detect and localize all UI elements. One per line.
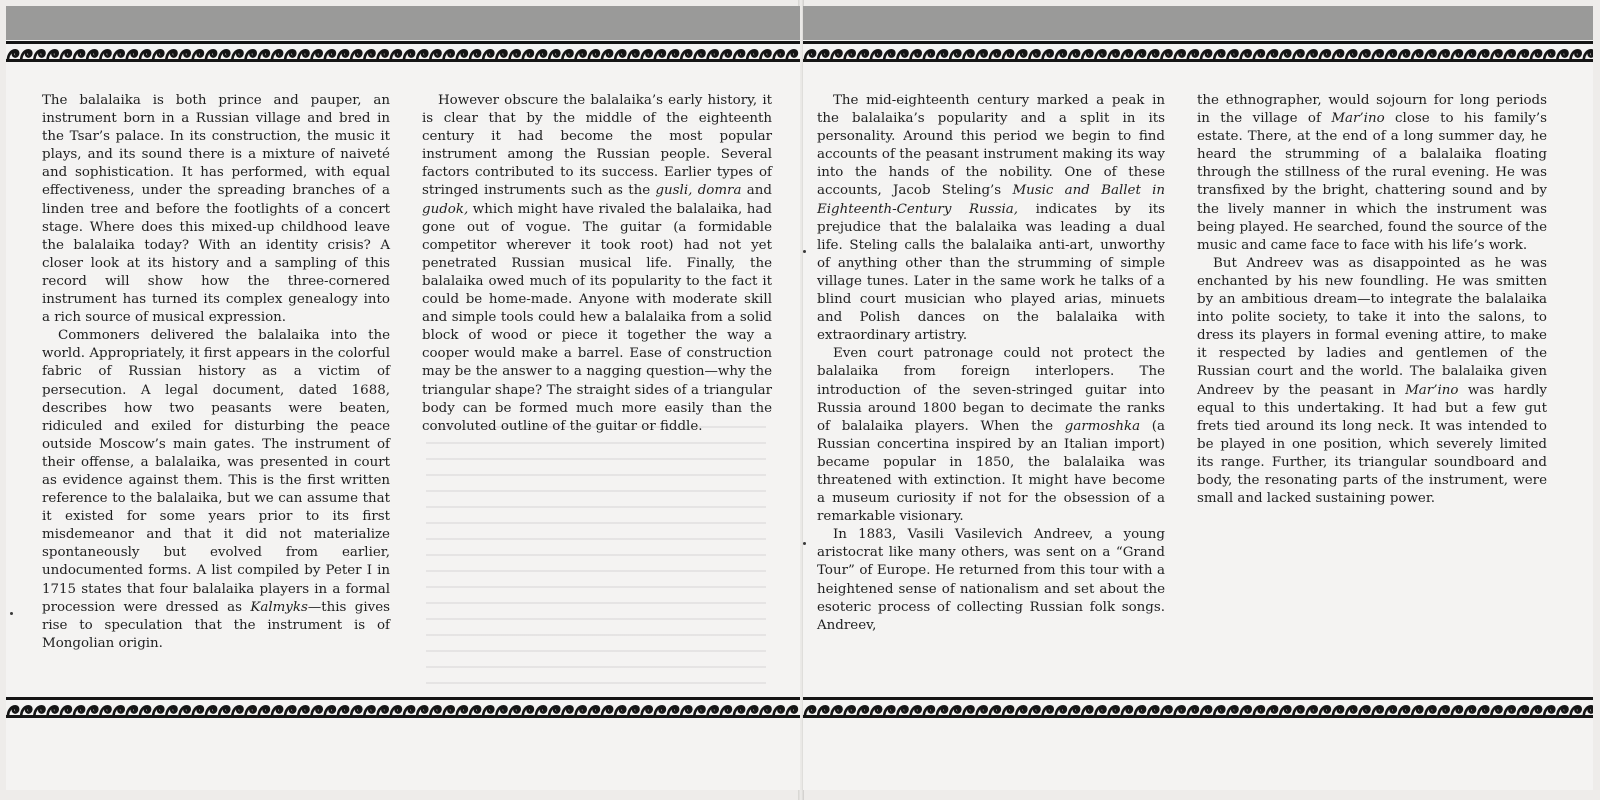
scroll-curl	[1082, 706, 1092, 715]
scroll-curl	[576, 50, 586, 59]
scroll-curl	[444, 706, 454, 715]
scroll-curl	[1439, 50, 1449, 59]
scroll-curl	[747, 50, 757, 59]
scroll-curl	[589, 706, 599, 715]
scroll-curl	[325, 50, 335, 59]
scroll-curl	[1201, 50, 1211, 59]
scroll-curl	[1095, 50, 1105, 59]
scroll-curl	[470, 706, 480, 715]
scroll-curl	[1307, 50, 1317, 59]
scroll-curl	[990, 50, 1000, 59]
scroll-curl	[74, 706, 84, 715]
scroll-curl	[1188, 706, 1198, 715]
scroll-curl	[1333, 706, 1343, 715]
scroll-curl	[694, 706, 704, 715]
scroll-curl	[100, 706, 110, 715]
scroll-curl	[950, 50, 960, 59]
italic-text: gudok,	[422, 201, 469, 217]
scroll-curl	[562, 706, 572, 715]
scroll-curl	[1478, 50, 1488, 59]
text-run: close to his family’s estate. There, at the end of a long summer day, he heard the strumming of a balalaika floating through the stillness of the rural evening. He was transfixed by the bright, chattering sound and by the lively manner in which the instrument was being played. He searched, found the source of the music and came face to face with his life’s work.	[1197, 111, 1547, 253]
scroll-curl	[391, 706, 401, 715]
text-run: In 1883, Vasili Vasilevich Andreev, a young aristocrat like many others, was sent on a “Grand Tour” of Europe. He returned from this tour with a heightened sense of nationalism and set about the esoteric process of collecting Russian folk songs. Andreev,	[817, 527, 1165, 633]
paragraph	[42, 92, 390, 327]
text-run: The mid-eighteenth century marked a peak in the balalaika’s popularity and a split in its personality. Around this period we begin to find accounts of the peasant instrument making its way into the hands of the nobility. One of these accounts, Jacob Steling’s	[817, 93, 1165, 199]
scroll-curl	[805, 50, 815, 59]
scroll-curl	[911, 50, 921, 59]
scroll-curl	[351, 50, 361, 59]
scroll-curl	[1359, 706, 1369, 715]
scroll-curl	[1399, 706, 1409, 715]
paragraph	[817, 92, 1165, 345]
scroll-curl	[1214, 50, 1224, 59]
scroll-curl	[457, 706, 467, 715]
scroll-curl	[1584, 50, 1593, 59]
scroll-curl	[549, 50, 559, 59]
left-page	[6, 6, 800, 790]
scroll-curl	[858, 50, 868, 59]
scroll-curl	[589, 50, 599, 59]
scroll-curl	[246, 50, 256, 59]
scroll-curl	[48, 706, 58, 715]
scroll-curl	[1003, 706, 1013, 715]
scroll-curl	[708, 706, 718, 715]
scroll-curl	[312, 50, 322, 59]
scroll-curl	[681, 706, 691, 715]
scroll-curl	[232, 706, 242, 715]
scroll-curl	[21, 706, 31, 715]
top-ornamental-border	[6, 40, 800, 64]
scroll-curl	[884, 706, 894, 715]
scroll-curl	[831, 50, 841, 59]
scroll-curl	[963, 50, 973, 59]
scroll-curl	[338, 50, 348, 59]
scroll-curl	[272, 50, 282, 59]
scroll-curl	[364, 50, 374, 59]
scroll-curl	[1241, 706, 1251, 715]
scroll-curl	[1505, 706, 1515, 715]
wave-scroll-ornament	[803, 696, 1593, 720]
top-ornamental-border	[803, 40, 1593, 64]
scroll-curl	[642, 706, 652, 715]
right-page	[803, 6, 1593, 790]
scroll-curl	[127, 50, 137, 59]
text-run: the ethnographer, would sojourn for long periods in the village of	[1197, 93, 1547, 127]
scroll-curl	[990, 706, 1000, 715]
scroll-curl	[924, 50, 934, 59]
italic-text: Kalmyks	[250, 599, 308, 615]
scroll-curl	[1161, 50, 1171, 59]
scroll-curl	[1307, 706, 1317, 715]
scroll-curl	[963, 706, 973, 715]
scroll-curl	[61, 50, 71, 59]
scroll-curl	[937, 50, 947, 59]
scroll-curl	[831, 706, 841, 715]
scroll-curl	[404, 706, 414, 715]
scroll-curl	[259, 50, 269, 59]
scroll-curl	[8, 706, 18, 715]
paragraph	[1197, 92, 1547, 255]
right-page-column-2	[1197, 92, 1547, 508]
scroll-curl	[1531, 706, 1541, 715]
scroll-curl	[747, 706, 757, 715]
paragraph	[422, 92, 772, 436]
scroll-curl	[1386, 50, 1396, 59]
top-gray-band	[6, 6, 800, 40]
paragraph	[1197, 255, 1547, 508]
scroll-curl	[845, 706, 855, 715]
scroll-curl	[977, 706, 987, 715]
scroll-curl	[140, 706, 150, 715]
scroll-curl	[884, 50, 894, 59]
scroll-curl	[140, 50, 150, 59]
italic-text: Mar’ino	[1405, 382, 1459, 398]
scroll-curl	[774, 706, 784, 715]
scroll-curl	[206, 706, 216, 715]
scroll-curl	[523, 706, 533, 715]
scroll-curl	[911, 706, 921, 715]
scroll-curl	[1280, 706, 1290, 715]
scroll-curl	[576, 706, 586, 715]
scroll-curl	[298, 50, 308, 59]
scroll-curl	[562, 50, 572, 59]
scroll-curl	[1056, 50, 1066, 59]
scroll-curl	[1452, 706, 1462, 715]
scroll-curl	[774, 50, 784, 59]
scroll-curl	[721, 50, 731, 59]
scroll-curl	[871, 706, 881, 715]
italic-text: Mar’ino	[1331, 111, 1385, 127]
scroll-curl	[1254, 706, 1264, 715]
left-page-column-1	[42, 92, 390, 653]
scroll-curl	[1241, 50, 1251, 59]
scroll-curl	[1122, 50, 1132, 59]
scroll-curl	[655, 706, 665, 715]
scroll-curl	[760, 706, 770, 715]
scroll-curl	[523, 50, 533, 59]
scroll-curl	[180, 706, 190, 715]
scroll-curl	[153, 50, 163, 59]
scroll-curl	[721, 706, 731, 715]
text-run: But Andreev was as disappointed as he was enchanted by his new foundling. He was smitten by an ambitious dream—to integrate the balalaika into polite society, to take it into the salons, to dress its players in formal evening attire, to make it respected by ladies and gentlemen of the Russian court and the world. The balalaika given Andreev by the peasant in	[1197, 255, 1547, 398]
scroll-curl	[734, 706, 744, 715]
scroll-curl	[1267, 706, 1277, 715]
scroll-curl	[805, 706, 815, 715]
scroll-curl	[21, 50, 31, 59]
scroll-curl	[681, 50, 691, 59]
scroll-curl	[1122, 706, 1132, 715]
scroll-curl	[628, 50, 638, 59]
scroll-curl	[1201, 706, 1211, 715]
scroll-curl	[496, 50, 506, 59]
scroll-curl	[8, 50, 18, 59]
scroll-curl	[232, 50, 242, 59]
scroll-curl	[1320, 50, 1330, 59]
scroll-curl	[1254, 50, 1264, 59]
scroll-curl	[1557, 706, 1567, 715]
scroll-curl	[1452, 50, 1462, 59]
text-run: The balalaika is both prince and pauper, an instrument born in a Russian village and bred in the Tsar’s palace. In its construction, the music it plays, and its sound there is a mixture of naiveté and sophistication. It has performed, with equal effectiveness, under the spreading branches of a linden tree and before the footlights of a concert stage. Where does this mixed-up childhood leave the balalaika today? With an identity crisis? A closer look at its history and a sampling of this record will show how the three-cornered instrument has turned its complex genealogy into a rich source of musical expression.	[42, 93, 390, 326]
scroll-curl	[378, 706, 388, 715]
scroll-curl	[937, 706, 947, 715]
scroll-curl	[114, 706, 124, 715]
scroll-curl	[1333, 50, 1343, 59]
top-gray-band	[803, 6, 1593, 40]
text-run: and	[741, 183, 772, 199]
scroll-curl	[1293, 50, 1303, 59]
scroll-curl	[602, 706, 612, 715]
scroll-curl	[1518, 706, 1528, 715]
scroll-curl	[496, 706, 506, 715]
text-run: —this gives rise to speculation that the instrument is of Mongolian origin.	[42, 599, 390, 651]
scroll-curl	[760, 50, 770, 59]
scroll-curl	[1544, 706, 1554, 715]
right-page-column-1	[817, 92, 1165, 635]
staple-mark	[803, 250, 806, 253]
scroll-curl	[1095, 706, 1105, 715]
scroll-curl	[74, 50, 84, 59]
scroll-curl	[628, 706, 638, 715]
scroll-curl	[1557, 50, 1567, 59]
scroll-curl	[1491, 706, 1501, 715]
scroll-curl	[470, 50, 480, 59]
scroll-curl	[615, 50, 625, 59]
scroll-curl	[430, 50, 440, 59]
scroll-curl	[219, 50, 229, 59]
scroll-curl	[1135, 50, 1145, 59]
scroll-curl	[1478, 706, 1488, 715]
scroll-curl	[483, 50, 493, 59]
scroll-curl	[818, 706, 828, 715]
scroll-curl	[1359, 50, 1369, 59]
italic-text: Music and Ballet in Eighteenth-Century Russia,	[817, 183, 1165, 217]
scroll-curl	[1043, 706, 1053, 715]
scroll-curl	[483, 706, 493, 715]
scroll-curl	[536, 50, 546, 59]
scroll-curl	[858, 706, 868, 715]
scroll-curl	[285, 50, 295, 59]
text-run: However obscure the balalaika’s early history, it is clear that by the middle of the eighteenth century it had become the most popular instrument among the Russian people. Several factors contributed to its success. Earlier types of stringed instruments such as the	[422, 93, 772, 199]
scroll-curl	[1069, 50, 1079, 59]
scroll-curl	[510, 50, 520, 59]
text-run: which might have rivaled the balalaika, had gone out of vogue. The guitar (a formidable competitor wherever it took root) had not yet penetrated Russian musical life. Finally, the balalaika owed much of its popularity to the fact it could be home-made. Anyone with moderate skill and simple tools could hew a balalaika from a solid block of wood or piece it together the way a cooper would make a barrel. Ease of construction may be the answer to a nagging question—why the triangular shape? The straight sides of a triangular body can be formed much more easily than the convoluted outline of the guitar or fiddle.	[422, 201, 772, 434]
scroll-curl	[1571, 706, 1581, 715]
scroll-curl	[708, 50, 718, 59]
scroll-curl	[1029, 50, 1039, 59]
scroll-curl	[1346, 706, 1356, 715]
scroll-curl	[48, 50, 58, 59]
show-through-text	[426, 426, 766, 686]
scroll-curl	[1214, 706, 1224, 715]
bottom-ornamental-border	[6, 696, 800, 720]
scroll-curl	[615, 706, 625, 715]
scroll-curl	[153, 706, 163, 715]
scroll-curl	[457, 50, 467, 59]
text-run: was hardly equal to this undertaking. It had but a few gut frets tied around its long neck. It was intended to be played in one position, which severely limited its range. Further, its triangular soundboard and body, the resonating parts of the instrument, were small and lacked sustaining power.	[1197, 382, 1548, 507]
scroll-curl	[259, 706, 269, 715]
scroll-curl	[1148, 706, 1158, 715]
scroll-curl	[1109, 706, 1119, 715]
wave-scroll-ornament	[6, 40, 800, 64]
scroll-curl	[417, 706, 427, 715]
scroll-curl	[272, 706, 282, 715]
scroll-curl	[1161, 706, 1171, 715]
scroll-curl	[1399, 50, 1409, 59]
scroll-curl	[1056, 706, 1066, 715]
scroll-curl	[1148, 50, 1158, 59]
scroll-curl	[338, 706, 348, 715]
scroll-curl	[87, 706, 97, 715]
scroll-curl	[1016, 706, 1026, 715]
scroll-curl	[1280, 50, 1290, 59]
scroll-curl	[1227, 706, 1237, 715]
scroll-curl	[787, 50, 797, 59]
scroll-curl	[404, 50, 414, 59]
scroll-curl	[1518, 50, 1528, 59]
scroll-curl	[34, 50, 44, 59]
scroll-curl	[1544, 50, 1554, 59]
scroll-curl	[1412, 50, 1422, 59]
scroll-curl	[602, 50, 612, 59]
scroll-curl	[1584, 706, 1593, 715]
scroll-curl	[34, 706, 44, 715]
text-run: Even court patronage could not protect the balalaika from foreign interlopers. The introduction of the seven-stringed guitar into Russia around 1800 began to decimate the ranks of balalaika players. When the	[817, 346, 1165, 434]
scroll-curl	[351, 706, 361, 715]
staple-mark	[803, 542, 806, 545]
scroll-curl	[430, 706, 440, 715]
scroll-curl	[1425, 706, 1435, 715]
scroll-curl	[549, 706, 559, 715]
scroll-curl	[977, 50, 987, 59]
scroll-curl	[1439, 706, 1449, 715]
scroll-curl	[1386, 706, 1396, 715]
staple-hole	[10, 612, 13, 615]
italic-text: garmoshka	[1064, 418, 1141, 434]
scroll-curl	[1227, 50, 1237, 59]
scroll-curl	[694, 50, 704, 59]
scroll-curl	[246, 706, 256, 715]
scroll-curl	[180, 50, 190, 59]
scroll-curl	[1320, 706, 1330, 715]
scroll-curl	[1188, 50, 1198, 59]
scroll-curl	[1465, 50, 1475, 59]
scroll-curl	[1003, 50, 1013, 59]
scroll-curl	[668, 706, 678, 715]
scroll-curl	[1412, 706, 1422, 715]
scroll-curl	[1346, 50, 1356, 59]
scroll-curl	[193, 706, 203, 715]
scroll-curl	[1293, 706, 1303, 715]
wave-scroll-ornament	[6, 696, 800, 720]
italic-text: gusli, domra	[655, 183, 742, 199]
paragraph	[817, 526, 1165, 635]
scroll-curl	[1373, 706, 1383, 715]
scroll-curl	[1016, 50, 1026, 59]
scroll-curl	[536, 706, 546, 715]
scroll-curl	[87, 50, 97, 59]
scroll-curl	[298, 706, 308, 715]
scroll-curl	[897, 50, 907, 59]
scroll-curl	[1571, 50, 1581, 59]
scroll-curl	[950, 706, 960, 715]
scroll-curl	[897, 706, 907, 715]
scroll-curl	[312, 706, 322, 715]
scroll-curl	[1029, 706, 1039, 715]
scroll-curl	[924, 706, 934, 715]
scroll-curl	[871, 50, 881, 59]
scroll-curl	[417, 50, 427, 59]
scroll-curl	[166, 50, 176, 59]
scroll-curl	[1082, 50, 1092, 59]
scroll-curl	[61, 706, 71, 715]
left-page-column-2	[422, 92, 772, 436]
scroll-curl	[127, 706, 137, 715]
scroll-curl	[1135, 706, 1145, 715]
paragraph	[42, 327, 390, 653]
scroll-curl	[193, 50, 203, 59]
bottom-ornamental-border	[803, 696, 1593, 720]
scroll-curl	[845, 50, 855, 59]
scroll-curl	[1465, 706, 1475, 715]
scroll-curl	[391, 50, 401, 59]
scroll-curl	[114, 50, 124, 59]
scroll-curl	[1531, 50, 1541, 59]
scroll-curl	[100, 50, 110, 59]
scroll-curl	[285, 706, 295, 715]
scroll-curl	[510, 706, 520, 715]
scroll-curl	[787, 706, 797, 715]
scroll-curl	[1109, 50, 1119, 59]
scroll-curl	[1175, 50, 1185, 59]
scroll-curl	[219, 706, 229, 715]
scroll-curl	[1491, 50, 1501, 59]
scroll-curl	[166, 706, 176, 715]
paragraph	[817, 345, 1165, 526]
text-run: Commoners delivered the balalaika into the world. Appropriately, it first appears in the colorful fabric of Russian history as a victim of persecution. A legal document, dated 1688, describes how two peasants were beaten, ridiculed and exiled for disturbing the peace outside Moscow’s main gates. The instrument of their offense, a balalaika, was presented in court as evidence against them. This is the first written reference to the balalaika, but we can assume that it existed for some years prior to its first misdemeanor and that it did not materialize spontaneously but evolved from earlier, undocumented forms. A list compiled by Peter I in 1715 states that four balalaika players in a formal procession were dressed as	[42, 328, 390, 615]
scroll-curl	[818, 50, 828, 59]
scroll-curl	[444, 50, 454, 59]
text-run: indicates by its prejudice that the balalaika was leading a dual life. Steling calls the balalaika anti-art, unworthy of anything other than the strumming of simple village tunes. Later in the same work he talks of a blind court musician who played arias, minuets and Polish dances on the balalaika with extraordinary artistry.	[817, 201, 1165, 344]
scroll-curl	[734, 50, 744, 59]
scroll-curl	[1505, 50, 1515, 59]
scroll-curl	[1425, 50, 1435, 59]
scroll-curl	[1175, 706, 1185, 715]
scroll-curl	[364, 706, 374, 715]
scroll-curl	[655, 50, 665, 59]
scroll-curl	[325, 706, 335, 715]
text-run: (a Russian concertina inspired by an Italian import) became popular in 1850, the balalaika was threatened with extinction. It might have become a museum curiosity if not for the obsession of a remarkable visionary.	[817, 418, 1165, 525]
scroll-curl	[378, 50, 388, 59]
scroll-curl	[1043, 50, 1053, 59]
scroll-curl	[668, 50, 678, 59]
wave-scroll-ornament	[803, 40, 1593, 64]
scroll-curl	[1373, 50, 1383, 59]
scroll-curl	[206, 50, 216, 59]
scroll-curl	[642, 50, 652, 59]
scroll-curl	[1069, 706, 1079, 715]
scroll-curl	[1267, 50, 1277, 59]
